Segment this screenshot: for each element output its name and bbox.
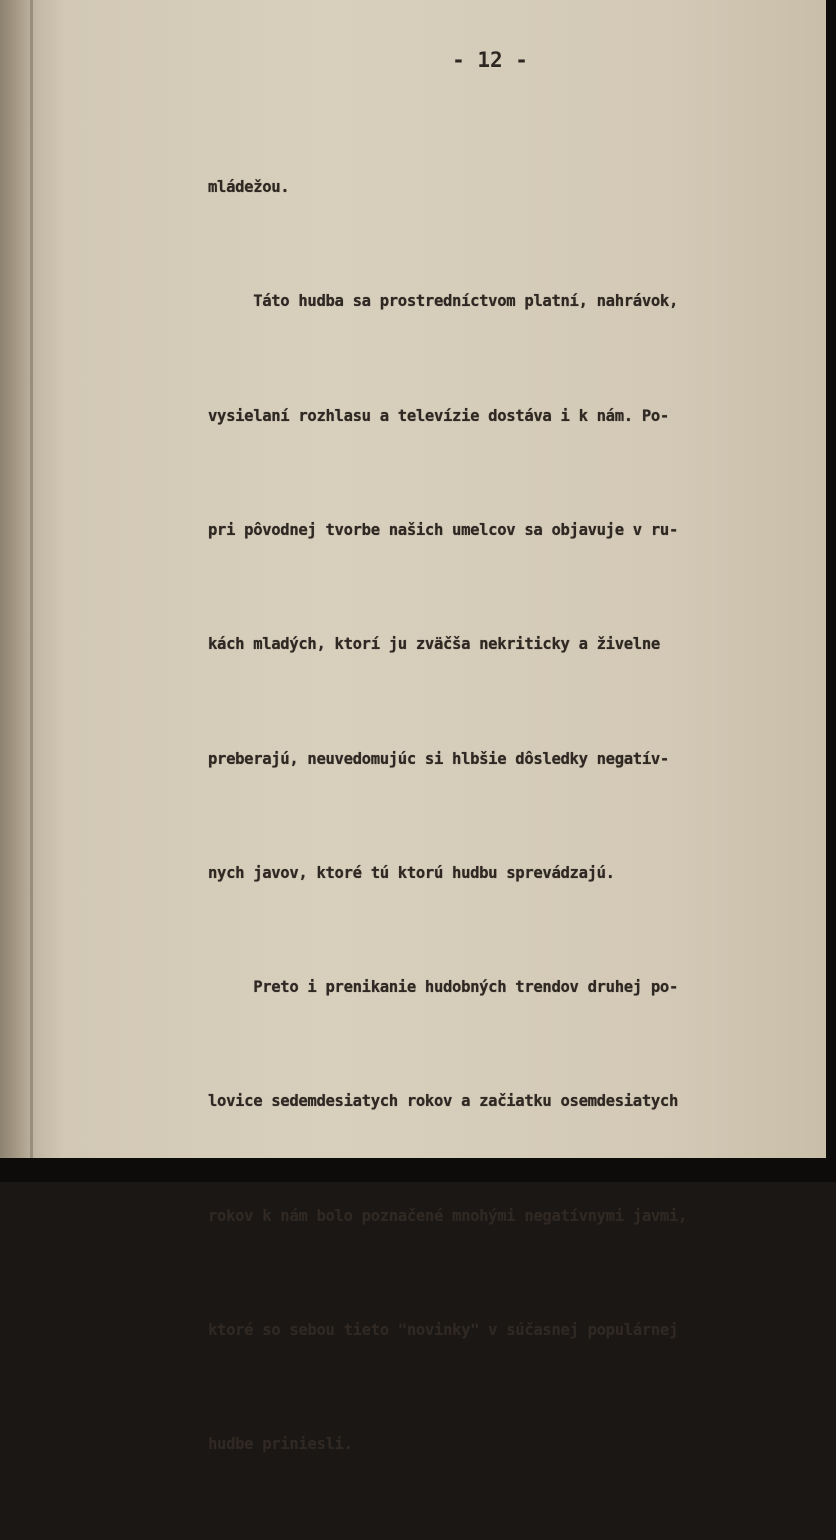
text-line: rokov k nám bolo poznačené mnohými negatívnymi javmi, [208, 1206, 688, 1225]
text-line: hudbe priniesli. [208, 1435, 353, 1454]
text-line: Preto i prenikanie hudobných trendov druhej po- [208, 978, 678, 997]
text-line: preberajú, neuvedomujúc si hlbšie dôsledky negatív- [208, 749, 669, 768]
text-line: mládežou. [208, 178, 290, 197]
text-line: Táto hudba sa prostredníctvom platní, nahrávok, [208, 292, 678, 311]
text-line: ktoré so sebou tieto "novinky" v súčasnej populárnej [208, 1321, 678, 1339]
text-line: nych javov, ktoré tú ktorú hudbu sprevádzajú. [208, 863, 615, 882]
body-text [208, 92, 768, 1540]
page-number: - 12 - [452, 48, 528, 72]
text-line: kách mladých, ktorí ju zväčša nekriticky a živelne [208, 635, 660, 654]
text-line: vysielaní rozhlasu a televízie dostáva i k nám. Po- [208, 406, 669, 425]
text-line: pri pôvodnej tvorbe našich umelcov sa objavuje v ru- [208, 521, 678, 540]
text-line: lovice sedemdesiatych rokov a začiatku osemdesiatych [208, 1092, 678, 1111]
